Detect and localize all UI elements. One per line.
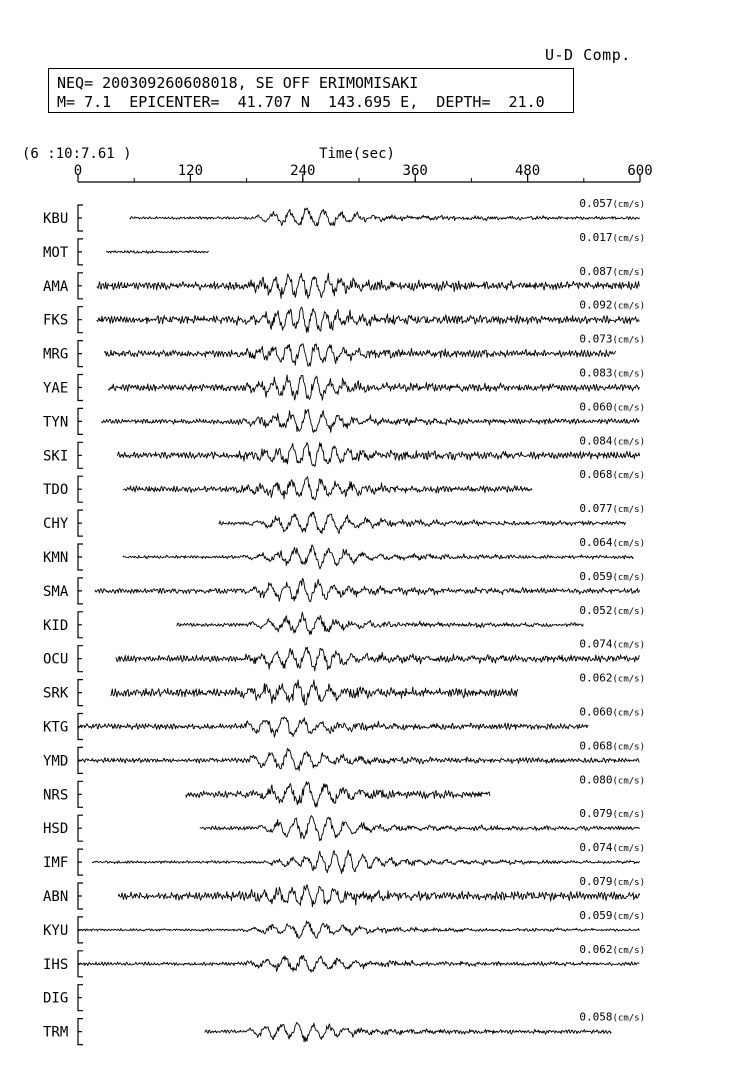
- amplitude-unit: (cm/s): [612, 505, 645, 516]
- waveform-trace: [106, 251, 209, 254]
- station-bracket: [78, 646, 83, 672]
- event-id-line: NEQ= 200309260608018, SE OFF ERIMOMISAKI: [57, 74, 419, 92]
- waveform-trace: [116, 647, 640, 671]
- waveform-trace: [111, 680, 518, 705]
- station-label: HSD: [43, 821, 69, 838]
- x-tick-label: 240: [290, 163, 316, 179]
- station-label: ABN: [43, 889, 69, 905]
- station-label: NRS: [43, 787, 69, 804]
- amplitude-label: 0.017(cm/s): [579, 230, 645, 244]
- station-label: TYN: [43, 414, 69, 431]
- amplitude-label: 0.060(cm/s): [579, 400, 645, 414]
- station-label: SMA: [43, 583, 69, 600]
- amplitude-unit: (cm/s): [612, 810, 645, 821]
- x-tick-label: 120: [177, 163, 204, 179]
- amplitude-unit: (cm/s): [612, 776, 645, 787]
- station-bracket: [78, 849, 83, 875]
- station-bracket: [78, 408, 83, 434]
- station-bracket: [78, 680, 83, 706]
- x-tick-label: 360: [402, 163, 428, 179]
- x-tick-label: 600: [627, 163, 653, 179]
- station-label: IHS: [43, 956, 69, 973]
- amplitude-label: 0.057(cm/s): [579, 197, 645, 210]
- event-params-line: M= 7.1 EPICENTER= 41.707 N 143.695 E, DEPTH= 21.0: [57, 93, 545, 111]
- waveform-trace: [219, 512, 626, 534]
- waveform-trace: [78, 956, 639, 973]
- x-axis-label: Time(sec): [319, 146, 395, 162]
- amplitude-label: 0.073(cm/s): [579, 332, 645, 346]
- amplitude-unit: (cm/s): [612, 844, 645, 855]
- station-label: FKS: [43, 312, 69, 329]
- station-bracket: [78, 578, 83, 604]
- amplitude-unit: (cm/s): [612, 878, 645, 888]
- x-tick-label: 0: [73, 163, 83, 179]
- amplitude-unit: (cm/s): [612, 742, 645, 753]
- amplitude-unit: (cm/s): [612, 369, 645, 380]
- station-label: OCU: [43, 651, 69, 668]
- amplitude-unit: (cm/s): [612, 301, 645, 312]
- station-bracket: [78, 375, 83, 401]
- start-time-label: (6 :10:7.61 ): [22, 146, 132, 162]
- amplitude-label: 0.079(cm/s): [579, 875, 645, 888]
- amplitude-unit: (cm/s): [612, 233, 645, 244]
- waveform-trace: [118, 885, 640, 907]
- station-bracket: [78, 781, 83, 807]
- amplitude-unit: (cm/s): [612, 335, 645, 346]
- station-bracket: [78, 239, 83, 265]
- station-label: CHY: [43, 516, 69, 533]
- station-bracket: [78, 476, 83, 502]
- waveform-trace: [123, 545, 633, 569]
- amplitude-unit: (cm/s): [612, 708, 645, 719]
- amplitude-label: 0.062(cm/s): [579, 671, 645, 685]
- station-label: SKI: [43, 448, 69, 465]
- station-bracket: [78, 985, 83, 1011]
- station-label: SRK: [43, 685, 69, 702]
- station-bracket: [78, 510, 83, 536]
- station-label: IMF: [43, 855, 69, 872]
- station-bracket: [78, 815, 83, 841]
- station-bracket: [78, 205, 83, 231]
- station-bracket: [78, 442, 83, 468]
- station-bracket: [78, 544, 83, 570]
- waveform-trace: [204, 1022, 611, 1041]
- waveform-trace: [176, 612, 583, 634]
- waveform-trace: [186, 782, 490, 807]
- waveform-trace: [130, 208, 640, 226]
- amplitude-label: 0.052(cm/s): [579, 603, 645, 617]
- waveform-trace: [108, 375, 639, 400]
- amplitude-unit: (cm/s): [612, 200, 645, 210]
- component-label: U-D Comp.: [545, 46, 631, 64]
- amplitude-label: 0.092(cm/s): [579, 298, 645, 312]
- time-axis: [22, 146, 653, 182]
- station-label: TRM: [43, 1024, 69, 1041]
- amplitude-unit: (cm/s): [612, 945, 645, 956]
- amplitude-unit: (cm/s): [612, 539, 645, 549]
- amplitude-label: 0.084(cm/s): [579, 434, 645, 448]
- amplitude-unit: (cm/s): [612, 640, 645, 651]
- amplitude-label: 0.068(cm/s): [579, 468, 645, 482]
- amplitude-label: 0.059(cm/s): [579, 908, 645, 922]
- station-bracket: [78, 1019, 83, 1045]
- amplitude-label: 0.087(cm/s): [579, 264, 645, 278]
- station-label: KBU: [43, 211, 69, 227]
- station-bracket: [78, 307, 83, 333]
- amplitude-label: 0.068(cm/s): [579, 739, 645, 753]
- waveform-trace: [92, 850, 640, 874]
- amplitude-label: 0.062(cm/s): [579, 942, 645, 956]
- waveform-trace: [200, 816, 640, 841]
- station-label: MRG: [43, 346, 69, 363]
- station-label: DIG: [43, 990, 69, 1007]
- station-label: AMA: [43, 278, 69, 295]
- amplitude-label: 0.077(cm/s): [579, 502, 645, 516]
- amplitude-label: 0.074(cm/s): [579, 841, 645, 855]
- waveform-trace: [123, 477, 532, 500]
- station-bracket: [78, 612, 83, 638]
- x-tick-label: 480: [514, 163, 541, 179]
- amplitude-label: 0.083(cm/s): [579, 366, 645, 380]
- station-label: KMN: [43, 550, 69, 566]
- waveform-trace: [95, 578, 640, 601]
- amplitude-unit: (cm/s): [612, 403, 645, 414]
- waveform-trace: [101, 409, 639, 432]
- amplitude-unit: (cm/s): [612, 606, 645, 617]
- amplitude-unit: (cm/s): [612, 674, 645, 685]
- station-label: YMD: [43, 753, 69, 770]
- station-bracket: [78, 273, 83, 299]
- station-label: KTG: [43, 719, 69, 736]
- amplitude-label: 0.058(cm/s): [579, 1010, 645, 1024]
- waveform-trace: [117, 443, 639, 467]
- amplitude-label: 0.080(cm/s): [579, 773, 645, 787]
- waveform-trace: [104, 344, 616, 367]
- station-label: KID: [43, 617, 69, 634]
- amplitude-unit: (cm/s): [612, 267, 645, 278]
- amplitude-label: 0.059(cm/s): [579, 569, 645, 583]
- station-label: KYU: [43, 922, 69, 939]
- amplitude-label: 0.064(cm/s): [579, 536, 645, 549]
- amplitude-unit: (cm/s): [612, 1013, 645, 1024]
- waveform-trace: [78, 748, 639, 770]
- waveform-trace: [78, 921, 639, 938]
- station-label: MOT: [43, 244, 69, 261]
- waveform-trace: [97, 273, 640, 298]
- station-label: TDO: [43, 482, 69, 499]
- amplitude-unit: (cm/s): [612, 572, 645, 583]
- station-label: YAE: [43, 380, 69, 397]
- amplitude-unit: (cm/s): [612, 911, 645, 922]
- amplitude-label: 0.074(cm/s): [579, 637, 645, 651]
- station-bracket: [78, 883, 83, 909]
- amplitude-unit: (cm/s): [612, 437, 645, 448]
- amplitude-label: 0.060(cm/s): [579, 705, 645, 719]
- waveform-trace: [97, 307, 640, 332]
- waveform-trace: [78, 717, 588, 737]
- amplitude-label: 0.079(cm/s): [579, 807, 645, 821]
- traces: [43, 197, 645, 1045]
- station-bracket: [78, 341, 83, 367]
- amplitude-unit: (cm/s): [612, 471, 645, 482]
